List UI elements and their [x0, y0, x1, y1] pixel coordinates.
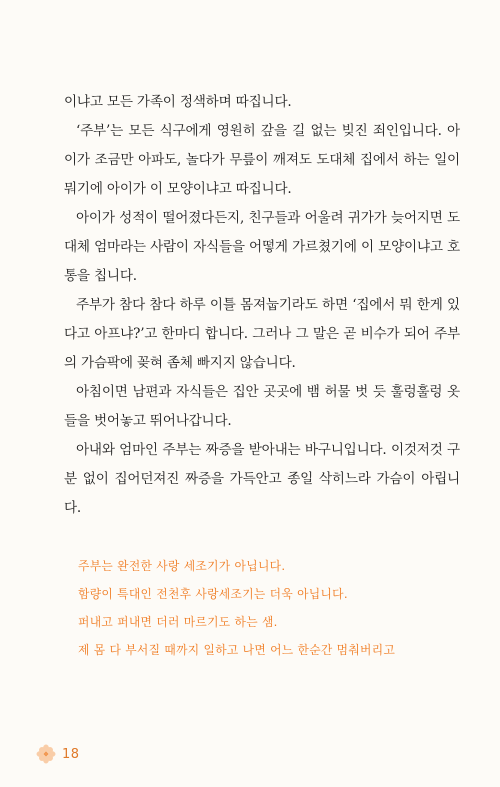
- handwritten-note: [78, 552, 468, 664]
- note-line: 주부는 완전한 사랑 세조기가 아닙니다.: [78, 559, 286, 573]
- flower-icon: [36, 744, 56, 764]
- paragraph: 주부가 참다 참다 하루 이틀 몸져눕기라도 하면 ‘집에서 뭐 한게 있다고 아프냐?’고 한마디 합니다. 그러나 그 말은 곧 비수가 되어 주부의 가슴팍에 꽂혀 좀체 빠지지 않습니다.: [64, 297, 460, 371]
- body-text: [64, 88, 460, 523]
- paragraph: 아내와 엄마인 주부는 짜증을 받아내는 바구니입니다. 이것저것 구분 없이 집어던져진 짜증을 가득안고 종일 삭히느라 가슴이 아립니다.: [64, 442, 460, 516]
- note-line: 제 몸 다 부서질 때까지 일하고 나면 어느 한순간 멈춰버리고: [78, 643, 396, 657]
- paragraph: 아침이면 남편과 자식들은 집안 곳곳에 뱀 허물 벗 듯 훌렁훌렁 옷들을 벗어놓고 뛰어나갑니다.: [64, 384, 460, 429]
- paragraph: 아이가 성적이 떨어졌다든지, 친구들과 어울려 귀가가 늦어지면 도대체 엄마라는 사람이 자식들을 어떻게 가르쳤기에 이 모양이냐고 호통을 칩니다.: [64, 210, 460, 284]
- note-line: 함량이 특대인 전천후 사랑세조기는 더욱 아닙니다.: [78, 587, 348, 601]
- page-footer: [36, 744, 80, 764]
- paragraph: 이냐고 모든 가족이 정색하며 따집니다.: [64, 94, 292, 110]
- paragraph: ‘주부’는 모든 식구에게 영원히 갚을 길 없는 빚진 죄인입니다. 아이가 조금만 아파도, 놀다가 무릎이 깨져도 도대체 집에서 하는 일이 뭐기에 아이가 이 모양이냐고 따집니다.: [64, 123, 460, 197]
- note-line: 퍼내고 퍼내면 더러 마르기도 하는 샘.: [78, 615, 278, 629]
- page-number: 18: [62, 746, 80, 762]
